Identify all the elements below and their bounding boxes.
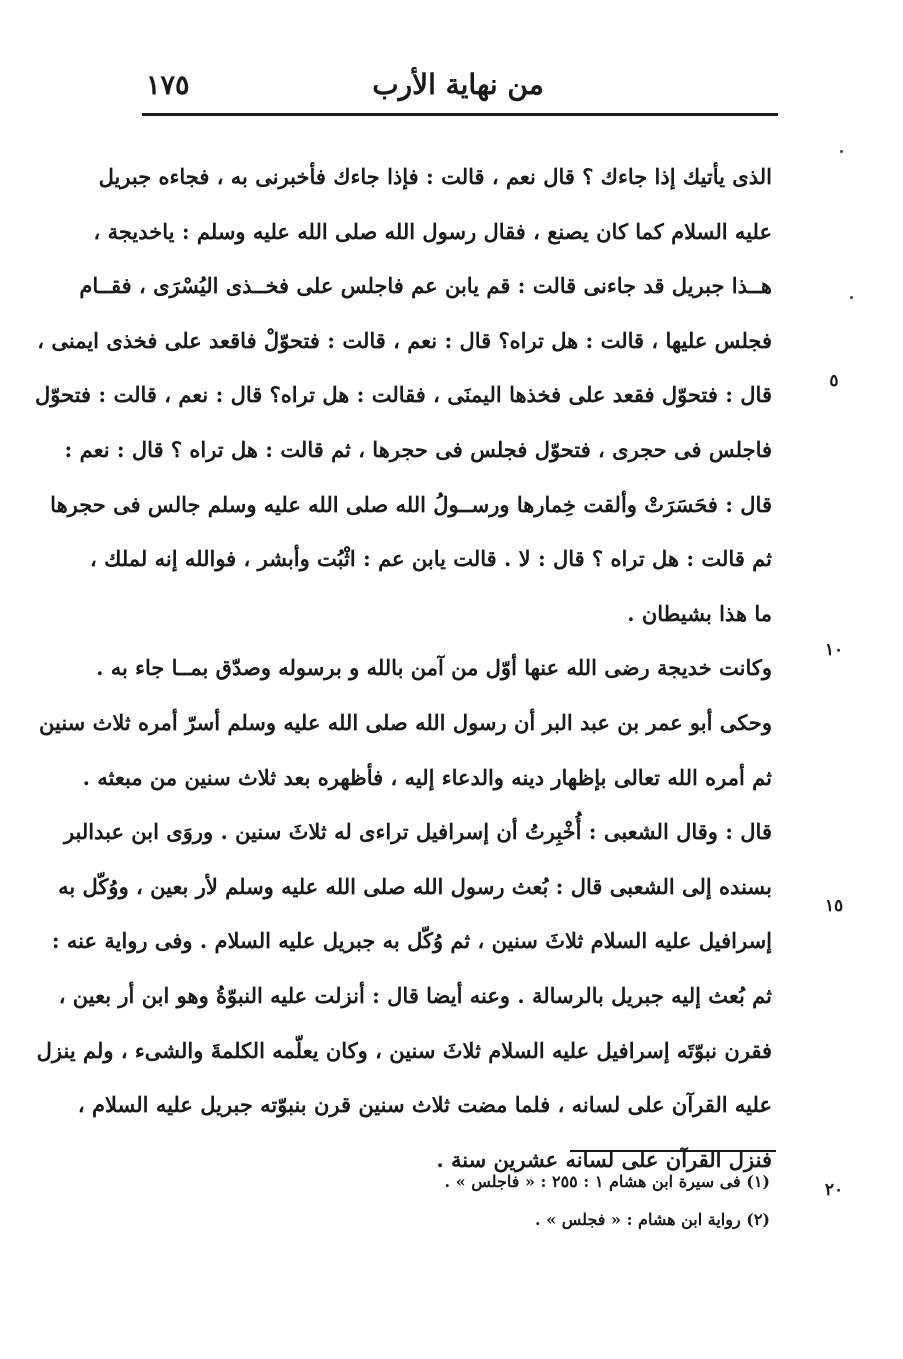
speck-mark [840, 150, 843, 153]
body-text [35, 150, 772, 1187]
text-line: ثم بُعث إليه جبريل بالرسالة . وعنه أيضا قال : أنزلت عليه النبوّةُ وهو ابن أر بعين ، [58, 982, 772, 1008]
text-line: إسرافيل عليه السلام ثلاثَ سنين ، ثم وُكّل به جبريل عليه السلام . وفى رواية عنه : [51, 928, 772, 954]
text-line: فاجلس فى حجرى ، فتحوّل فجلس فى حجرها ، ثم قالت : هل تراه ؟ قال : نعم : [64, 436, 772, 462]
text-line: وحكى أبو عمر بن عبد البر أن رسول الله صلى الله عليه وسلم أسرّ أمره ثلاث سنين [39, 709, 772, 735]
page-number: ١٧٥ [146, 70, 190, 101]
speck-mark [850, 296, 853, 299]
text-line: الذى يأتيك إذا جاءك ؟ قال نعم ، قالت : فإذا جاءك فأخبرنى به ، فجاءه جبريل [98, 164, 772, 189]
text-line: عليه السلام كما كان يصنع ، فقال رسول الله صلى الله عليه وسلم : ياخديجة ، [93, 218, 772, 244]
line-number-marker: ١٠ [824, 640, 844, 660]
header-rule [142, 113, 778, 116]
text-line: ما هذا بشيطان . [627, 600, 772, 626]
running-header [140, 62, 776, 114]
text-line: بسنده إلى الشعبى قال : بُعث رسول الله صلى الله عليه وسلم لأر بعين ، ووُكّل به [58, 873, 772, 899]
footnote-rule [570, 1150, 776, 1152]
line-number-marker: ٥ [829, 371, 839, 391]
text-line: عليه القرآن على لسانه ، فلما مضت ثلاث سنين قرن بنبوّته جبريل عليه السلام ، [77, 1092, 772, 1118]
text-line: فنزل القرآن على لسانه عشرين سنة . [436, 1146, 772, 1172]
text-line: ثم قالت : هل تراه ؟ قال : لا . قالت يابن عم : اثْبُت وأبشر ، فوالله إنه لملك ، [90, 546, 772, 572]
text-line: فقرن نبوّتَه إسرافيل عليه السلام ثلاثَ سنين ، وكان يعلّمه الكلمةَ والشىء ، ولم ينزل [36, 1037, 772, 1063]
footnotes [360, 1163, 770, 1239]
text-line: قال : وقال الشعبى : أُخْبِرتُ أن إسرافيل تراءى له ثلاثَ سنين . وروَى ابن عبدالبر [63, 819, 772, 845]
line-number-marker: ٢٠ [824, 1180, 844, 1200]
text-line: قال : فتحوّل فقعد على فخذها اليمنَى ، فقالت : هل تراه؟ قال : نعم ، قالت : فتحوّل [35, 382, 772, 408]
text-line: قال : فحَسَرَتْ وألقت خِمارها ورســولُ الله صلى الله عليه وسلم جالس فى حجرها [50, 491, 772, 517]
running-title: من نهاية الأرب [372, 68, 544, 101]
text-line: ثم أمره الله تعالى بإظهار دينه والدعاء إليه ، فأظهره بعد ثلاث سنين من مبعثه . [82, 764, 772, 790]
footnote-item: (٢) رواية ابن هشام : « فجلس » . [535, 1210, 770, 1229]
footnote-item: (١) فى سيرة ابن هشام ١ : ٢٥٥ : « فاجلس » . [444, 1172, 770, 1191]
text-line: فجلس عليها ، قالت : هل تراه؟ قال : نعم ، قالت : فتحوّلْ فاقعد على فخذى ايمنى ، [37, 327, 772, 353]
text-line: هــذا جبريل قد جاءنى قالت : قم يابن عم فاجلس على فخــذى اليُسْرَى ، فقــام [79, 273, 772, 299]
paragraph-start-line: وكانت خديجة رضى الله عنها أوّل من آمن بالله و برسوله وصدّق بمــا جاء به . [96, 655, 772, 681]
line-number-marker: ١٥ [824, 896, 844, 916]
